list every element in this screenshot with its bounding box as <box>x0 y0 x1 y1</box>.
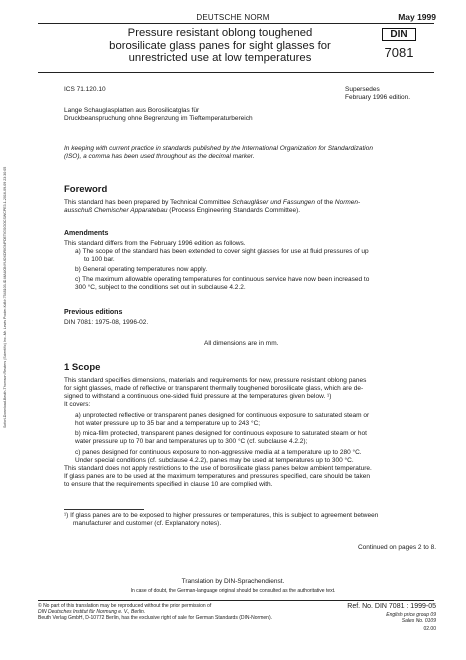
decimal-note-line: In keeping with current practice in standards published by the International Organization for Standardization <box>64 145 373 152</box>
amendment-line: a) The scope of the standard has been extended to cover sight glasses for use at fluid pressures of up <box>75 247 369 255</box>
scope-item-b <box>64 430 449 446</box>
translation-credit: Translation by DIN-Sprachendienst. <box>181 578 285 585</box>
side-download-stamp <box>1 166 9 430</box>
scope-item-line: b) mica-film protected, transparent panes designed for continuous exposure to saturated steam or hot <box>75 430 367 438</box>
header-rule <box>38 23 434 24</box>
edition-code: 02.00 <box>423 626 436 632</box>
german-title <box>64 107 253 123</box>
amendments-list <box>64 240 449 291</box>
continued-note: Continued on pages 2 to 8. <box>357 544 436 551</box>
copyright-line: DIN Deutsches Institut für Normung e. V., Berlin. <box>38 609 146 615</box>
scope-line: for sight glasses, made of reflective or transparent thermally toughened borosilicate glass, which are de- <box>64 384 364 392</box>
footnote <box>64 512 449 528</box>
previous-editions-heading: Previous editions <box>64 309 123 316</box>
side-stamp-text: Sofort-Download-Beuth-Thomson Reuters (Scientific) Inc.-Mr. Lewis Pooler-KdNr.7548103-ID.MAUONYUOXDRIGNPDETIGSGOCSWCPE3.1-2016-09-09 23:30:05 <box>3 166 7 428</box>
price-info <box>386 612 436 624</box>
standards-committee-name: Normen- <box>334 199 361 206</box>
german-title-line: Lange Schauglasplatten aus Borosilicatglas für <box>64 107 200 114</box>
scope-item-line: water pressure up to 70 bar and temperatures up to 300 °C (cf. subclause 4.2.2); <box>75 438 308 446</box>
foreword-heading: Foreword <box>64 184 108 195</box>
standards-committee-name: ausschuß Chemischer Apparatebau <box>64 206 168 214</box>
supersedes-line: Supersedes <box>345 86 380 93</box>
scope-line: This standard does not apply restrictions to the use of borosilicate glass panes below ambient temperature. <box>64 465 372 473</box>
scope-item-a <box>64 412 449 428</box>
document-title <box>60 27 380 65</box>
amendment-a <box>64 248 449 264</box>
foreword-text-part: of the <box>315 199 335 206</box>
scope-body <box>64 377 449 489</box>
amendment-line: 300 °C, subject to the conditions set out in subclause 4.2.2. <box>75 283 246 291</box>
price-group: English price group 09 <box>386 612 436 618</box>
scope-line: This standard specifies dimensions, materials and requirements for new, pressure resistant oblong panes <box>64 377 367 384</box>
foreword-text-part: This standard has been prepared by Technical Committee <box>64 199 233 206</box>
decimal-marker-note <box>64 145 444 161</box>
footnote-line: ¹) If glass panes are to be exposed to higher pressures or temperatures, this is subject to agreement between <box>64 512 379 519</box>
translation-note: In case of doubt, the German-language original should be consulted as the authoritative text. <box>130 588 336 594</box>
title-line: unrestricted use at low temperatures <box>128 52 312 65</box>
scope-item-line: a) unprotected reflective or transparent panes designed for continuous exposure to saturated steam or <box>75 411 370 419</box>
footer-rule <box>38 600 434 601</box>
foreword-text <box>64 199 449 215</box>
amendment-c <box>64 276 449 292</box>
copyright-line: Beuth Verlag GmbH, D-10772 Berlin, has the exclusive right of sale for German Standards (DIN-Normen). <box>38 615 272 621</box>
amendments-heading: Amendments <box>64 230 109 237</box>
scope-item-line: hot water pressure up to 35 bar and a temperature up to 243 °C; <box>75 419 261 427</box>
din-number: 7081 <box>384 45 414 60</box>
previous-editions-text: DIN 7081: 1975-08, 1996-02. <box>64 319 149 326</box>
scope-covers: It covers: <box>64 400 91 408</box>
publication-date: May 1999 <box>398 12 436 22</box>
footnote-line: manufacturer and customer (cf. Explanatory notes). <box>73 519 222 527</box>
title-line: borosilicate glass panes for sight glasses for <box>109 39 331 52</box>
scope-item-line: c) panes designed for continuous exposure to non-aggressive media at a temperature up to 280 °C. <box>75 449 362 457</box>
scope-line: If glass panes are to be used at the maximum temperatures and pressures specified, care should be taken <box>64 472 371 480</box>
scope-item-line: Under special conditions (cf. subclause 4.2.2), panes may be used at temperatures up to 300 °C. <box>75 457 354 465</box>
amendment-line: to 100 bar. <box>84 255 115 263</box>
reference-number: Ref. No. DIN 7081 : 1999-05 <box>347 603 436 610</box>
dimensions-note: All dimensions are in mm. <box>204 340 279 347</box>
copyright-notice <box>38 603 308 621</box>
committee-name: Schaugläser und Fassungen <box>232 199 316 206</box>
scope-line: to ensure that the requirements specified in clause 10 are complied with. <box>64 480 273 488</box>
amendment-line: c) The maximum allowable operating temperatures for continuous service have now been increased to <box>75 275 370 283</box>
decimal-note-line: (ISO), a comma has been used throughout as the decimal marker. <box>64 152 255 160</box>
amendments-intro: This standard differs from the February 1996 edition as follows. <box>64 240 246 247</box>
title-line: Pressure resistant oblong toughened <box>127 27 313 39</box>
amendment-b: b) General operating temperatures now apply. <box>75 265 208 273</box>
german-title-line: Druckbeanspruchung ohne Begrenzung im Tieftemperaturbereich <box>64 114 253 122</box>
footnote-rule <box>64 509 144 510</box>
scope-item-c <box>64 449 449 465</box>
copyright-line: © No part of this translation may be reproduced without the prior permission of <box>38 603 212 609</box>
scope-line: signed to withstand a continuous one-sided fluid pressure at the temperatures given below. ¹) <box>64 392 332 400</box>
sales-number: Sales No. 0109 <box>401 618 436 624</box>
scope-heading: 1 Scope <box>64 362 101 373</box>
title-rule <box>38 72 434 73</box>
foreword-text-part: (Process Engineering Standards Committee). <box>167 206 301 214</box>
supersedes-line: February 1996 edition. <box>345 93 411 101</box>
document-type: DEUTSCHE NORM <box>196 13 270 22</box>
supersedes-note <box>345 86 410 102</box>
ics-code: ICS 71.120.10 <box>64 86 106 93</box>
din-logo: DIN <box>382 28 416 41</box>
